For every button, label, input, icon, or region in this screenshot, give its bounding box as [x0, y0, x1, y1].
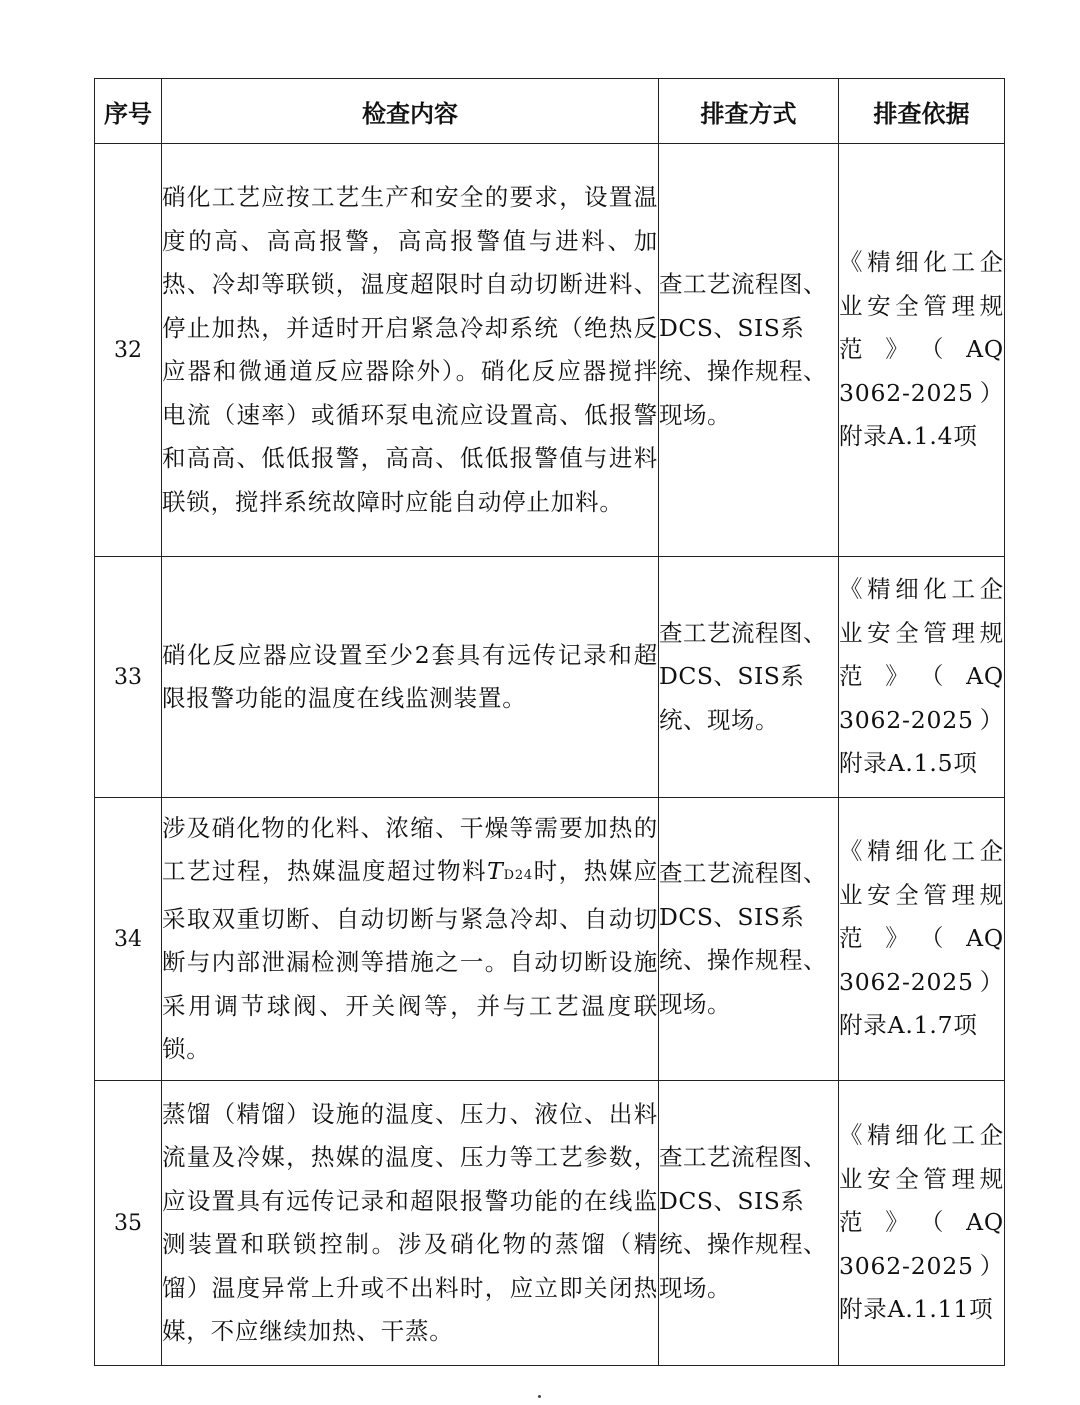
row-basis: 《精细化工企业安全管理规范》（AQ 3062-2025）附录A.1.4项	[839, 144, 1005, 557]
header-content: 检查内容	[162, 79, 659, 144]
row-num: 33	[95, 557, 162, 798]
row-content: 硝化反应器应设置至少2套具有远传记录和超限报警功能的温度在线监测装置。	[162, 557, 659, 798]
t-symbol: T	[487, 857, 504, 885]
row-method: 查工艺流程图、DCS、SIS系统、操作规程、现场。	[659, 1081, 839, 1366]
table-row	[95, 1081, 1005, 1366]
table-row	[95, 557, 1005, 798]
t-subscript: D24	[503, 868, 533, 883]
row-basis: 《精细化工企业安全管理规范》（AQ 3062-2025）附录A.1.7项	[839, 798, 1005, 1081]
row-method: 查工艺流程图、DCS、SIS系统、操作规程、现场。	[659, 798, 839, 1081]
row-method: 查工艺流程图、DCS、SIS系统、操作规程、现场。	[659, 144, 839, 557]
row-basis: 《精细化工企业安全管理规范》（AQ 3062-2025）附录A.1.11项	[839, 1081, 1005, 1366]
row-content: 蒸馏（精馏）设施的温度、压力、液位、出料流量及冷媒，热媒的温度、压力等工艺参数，应设置具有远传记录和超限报警功能的在线监测装置和联锁控制。涉及硝化物的蒸馏（精馏）温度异常上升或不出料时，应立即关闭热媒，不应继续加热、干蒸。	[162, 1081, 659, 1366]
row-num: 34	[95, 798, 162, 1081]
table-row	[95, 798, 1005, 1081]
row-method: 查工艺流程图、DCS、SIS系统、现场。	[659, 557, 839, 798]
row-num: 32	[95, 144, 162, 557]
row-basis: 《精细化工企业安全管理规范》（AQ 3062-2025）附录A.1.5项	[839, 557, 1005, 798]
page-dot	[538, 1395, 541, 1398]
content-text-before: 涉及硝化物的化料、浓缩、干燥等需要加热的工艺过程，热媒温度超过物料	[162, 813, 658, 885]
header-num: 序号	[95, 79, 162, 144]
table-row	[95, 144, 1005, 557]
table-header-row	[95, 79, 1005, 144]
row-content: 硝化工艺应按工艺生产和安全的要求，设置温度的高、高高报警，高高报警值与进料、加热、冷却等联锁，温度超限时自动切断进料、停止加热，并适时开启紧急冷却系统（绝热反应器和微通道反应器除外）。硝化反应器搅拌电流（速率）或循环泵电流应设置高、低报警和高高、低低报警，高高、低低报警值与进料联锁，搅拌系统故障时应能自动停止加料。	[162, 144, 659, 557]
header-basis: 排查依据	[839, 79, 1005, 144]
header-method: 排查方式	[659, 79, 839, 144]
inspection-table	[94, 78, 1005, 1366]
row-num: 35	[95, 1081, 162, 1366]
row-content	[162, 798, 659, 1081]
content-text-after: 时，热媒应采取双重切断、自动切断与紧急冷却、自动切断与内部泄漏检测等措施之一。自动切断设施采用调节球阀、开关阀等，并与工艺温度联锁。	[162, 857, 659, 1063]
